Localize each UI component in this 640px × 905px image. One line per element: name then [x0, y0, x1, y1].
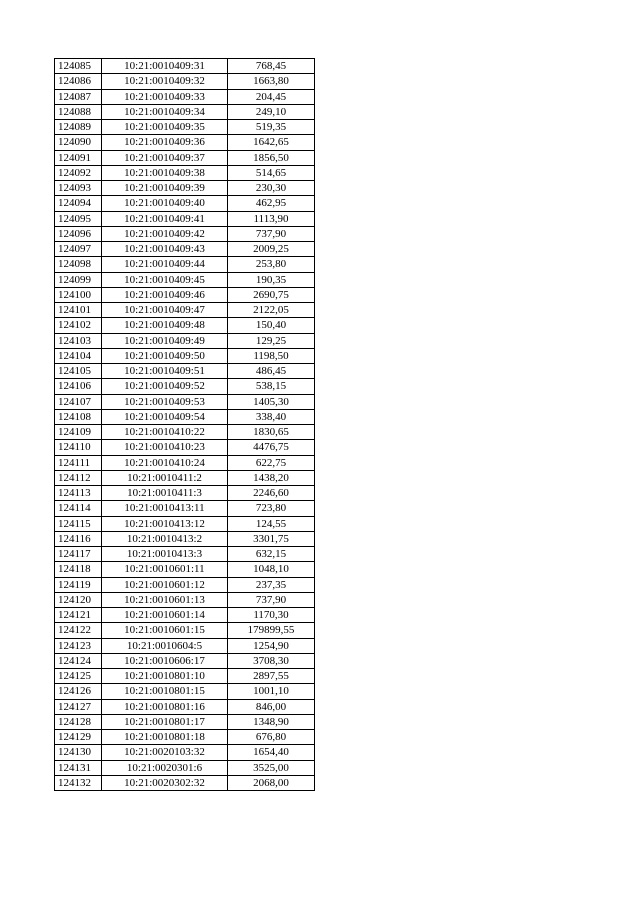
value-cell: 519,35	[228, 120, 315, 135]
value-cell: 179899,55	[228, 623, 315, 638]
cadastral-number-cell: 10:21:0010601:15	[102, 623, 228, 638]
cadastral-number-cell: 10:21:0010409:41	[102, 211, 228, 226]
table-row	[55, 120, 315, 135]
row-number-cell: 124128	[55, 714, 102, 729]
value-cell: 237,35	[228, 577, 315, 592]
value-cell: 737,90	[228, 592, 315, 607]
row-number-cell: 124112	[55, 470, 102, 485]
row-number-cell: 124113	[55, 486, 102, 501]
row-number-cell: 124126	[55, 684, 102, 699]
table-row	[55, 318, 315, 333]
row-number-cell: 124131	[55, 760, 102, 775]
cadastral-number-cell: 10:21:0010411:2	[102, 470, 228, 485]
data-table	[54, 58, 315, 791]
value-cell: 1113,90	[228, 211, 315, 226]
table-row	[55, 272, 315, 287]
row-number-cell: 124115	[55, 516, 102, 531]
table-row	[55, 135, 315, 150]
table-row	[55, 592, 315, 607]
row-number-cell: 124085	[55, 59, 102, 74]
value-cell: 1001,10	[228, 684, 315, 699]
table-row	[55, 577, 315, 592]
table-row	[55, 760, 315, 775]
table-row	[55, 181, 315, 196]
value-cell: 846,00	[228, 699, 315, 714]
cadastral-number-cell: 10:21:0010604:5	[102, 638, 228, 653]
cadastral-number-cell: 10:21:0010411:3	[102, 486, 228, 501]
table-row	[55, 486, 315, 501]
cadastral-number-cell: 10:21:0010409:37	[102, 150, 228, 165]
row-number-cell: 124091	[55, 150, 102, 165]
table-row	[55, 623, 315, 638]
table-row	[55, 74, 315, 89]
value-cell: 1438,20	[228, 470, 315, 485]
table-row	[55, 638, 315, 653]
row-number-cell: 124086	[55, 74, 102, 89]
table-row	[55, 714, 315, 729]
row-number-cell: 124092	[55, 165, 102, 180]
table-row	[55, 425, 315, 440]
row-number-cell: 124108	[55, 409, 102, 424]
value-cell: 622,75	[228, 455, 315, 470]
value-cell: 1654,40	[228, 745, 315, 760]
row-number-cell: 124100	[55, 287, 102, 302]
row-number-cell: 124090	[55, 135, 102, 150]
cadastral-number-cell: 10:21:0010409:52	[102, 379, 228, 394]
value-cell: 124,55	[228, 516, 315, 531]
cadastral-number-cell: 10:21:0010409:36	[102, 135, 228, 150]
row-number-cell: 124098	[55, 257, 102, 272]
row-number-cell: 124097	[55, 242, 102, 257]
table-row	[55, 409, 315, 424]
row-number-cell: 124114	[55, 501, 102, 516]
cadastral-number-cell: 10:21:0020103:32	[102, 745, 228, 760]
cadastral-number-cell: 10:21:0010409:51	[102, 364, 228, 379]
table-row	[55, 516, 315, 531]
value-cell: 768,45	[228, 59, 315, 74]
table-row	[55, 531, 315, 546]
row-number-cell: 124096	[55, 226, 102, 241]
row-number-cell: 124104	[55, 348, 102, 363]
cadastral-number-cell: 10:21:0010409:31	[102, 59, 228, 74]
cadastral-number-cell: 10:21:0010413:11	[102, 501, 228, 516]
row-number-cell: 124099	[55, 272, 102, 287]
cadastral-number-cell: 10:21:0010409:46	[102, 287, 228, 302]
table-row	[55, 440, 315, 455]
cadastral-number-cell: 10:21:0010409:45	[102, 272, 228, 287]
table-row	[55, 501, 315, 516]
table-row	[55, 745, 315, 760]
value-cell: 1642,65	[228, 135, 315, 150]
cadastral-number-cell: 10:21:0010801:18	[102, 730, 228, 745]
cadastral-number-cell: 10:21:0010409:49	[102, 333, 228, 348]
value-cell: 3525,00	[228, 760, 315, 775]
cadastral-number-cell: 10:21:0010601:11	[102, 562, 228, 577]
value-cell: 1663,80	[228, 74, 315, 89]
cadastral-number-cell: 10:21:0010409:44	[102, 257, 228, 272]
row-number-cell: 124109	[55, 425, 102, 440]
cadastral-number-cell: 10:21:0010409:42	[102, 226, 228, 241]
cadastral-number-cell: 10:21:0010409:39	[102, 181, 228, 196]
value-cell: 486,45	[228, 364, 315, 379]
cadastral-number-cell: 10:21:0010409:54	[102, 409, 228, 424]
table-row	[55, 455, 315, 470]
row-number-cell: 124122	[55, 623, 102, 638]
table-row	[55, 653, 315, 668]
cadastral-number-cell: 10:21:0010409:33	[102, 89, 228, 104]
row-number-cell: 124119	[55, 577, 102, 592]
table-row	[55, 547, 315, 562]
cadastral-number-cell: 10:21:0010601:13	[102, 592, 228, 607]
table-row	[55, 287, 315, 302]
table-row	[55, 89, 315, 104]
table-row	[55, 303, 315, 318]
row-number-cell: 124094	[55, 196, 102, 211]
value-cell: 2897,55	[228, 669, 315, 684]
table-row	[55, 211, 315, 226]
value-cell: 3301,75	[228, 531, 315, 546]
table-body	[55, 59, 315, 791]
row-number-cell: 124087	[55, 89, 102, 104]
value-cell: 2009,25	[228, 242, 315, 257]
value-cell: 2690,75	[228, 287, 315, 302]
row-number-cell: 124088	[55, 104, 102, 119]
value-cell: 514,65	[228, 165, 315, 180]
table-row	[55, 562, 315, 577]
table-row	[55, 699, 315, 714]
value-cell: 2122,05	[228, 303, 315, 318]
cadastral-number-cell: 10:21:0010409:38	[102, 165, 228, 180]
table-row	[55, 348, 315, 363]
row-number-cell: 124107	[55, 394, 102, 409]
table-row	[55, 226, 315, 241]
table-row	[55, 775, 315, 790]
row-number-cell: 124101	[55, 303, 102, 318]
table-row	[55, 684, 315, 699]
value-cell: 230,30	[228, 181, 315, 196]
table-row	[55, 104, 315, 119]
cadastral-number-cell: 10:21:0010409:40	[102, 196, 228, 211]
cadastral-number-cell: 10:21:0010409:50	[102, 348, 228, 363]
cadastral-number-cell: 10:21:0010409:47	[102, 303, 228, 318]
value-cell: 150,40	[228, 318, 315, 333]
table-row	[55, 669, 315, 684]
value-cell: 1048,10	[228, 562, 315, 577]
cadastral-number-cell: 10:21:0020301:6	[102, 760, 228, 775]
value-cell: 1405,30	[228, 394, 315, 409]
cadastral-number-cell: 10:21:0010801:16	[102, 699, 228, 714]
row-number-cell: 124095	[55, 211, 102, 226]
table-row	[55, 379, 315, 394]
cadastral-number-cell: 10:21:0010409:43	[102, 242, 228, 257]
cadastral-number-cell: 10:21:0010409:35	[102, 120, 228, 135]
cadastral-number-cell: 10:21:0010410:24	[102, 455, 228, 470]
table-row	[55, 730, 315, 745]
value-cell: 253,80	[228, 257, 315, 272]
value-cell: 1348,90	[228, 714, 315, 729]
row-number-cell: 124118	[55, 562, 102, 577]
value-cell: 723,80	[228, 501, 315, 516]
cadastral-number-cell: 10:21:0020302:32	[102, 775, 228, 790]
value-cell: 1830,65	[228, 425, 315, 440]
cadastral-number-cell: 10:21:0010410:23	[102, 440, 228, 455]
row-number-cell: 124125	[55, 669, 102, 684]
row-number-cell: 124102	[55, 318, 102, 333]
value-cell: 1170,30	[228, 608, 315, 623]
row-number-cell: 124106	[55, 379, 102, 394]
table-row	[55, 196, 315, 211]
table-row	[55, 242, 315, 257]
cadastral-number-cell: 10:21:0010409:34	[102, 104, 228, 119]
row-number-cell: 124116	[55, 531, 102, 546]
table-row	[55, 150, 315, 165]
value-cell: 1254,90	[228, 638, 315, 653]
row-number-cell: 124127	[55, 699, 102, 714]
cadastral-number-cell: 10:21:0010413:3	[102, 547, 228, 562]
table-row	[55, 470, 315, 485]
row-number-cell: 124093	[55, 181, 102, 196]
value-cell: 3708,30	[228, 653, 315, 668]
table-row	[55, 165, 315, 180]
value-cell: 2068,00	[228, 775, 315, 790]
value-cell: 338,40	[228, 409, 315, 424]
row-number-cell: 124111	[55, 455, 102, 470]
cadastral-number-cell: 10:21:0010601:12	[102, 577, 228, 592]
cadastral-number-cell: 10:21:0010413:12	[102, 516, 228, 531]
table-row	[55, 257, 315, 272]
value-cell: 204,45	[228, 89, 315, 104]
value-cell: 1198,50	[228, 348, 315, 363]
row-number-cell: 124089	[55, 120, 102, 135]
table-row	[55, 333, 315, 348]
value-cell: 4476,75	[228, 440, 315, 455]
table-row	[55, 59, 315, 74]
value-cell: 249,10	[228, 104, 315, 119]
row-number-cell: 124110	[55, 440, 102, 455]
row-number-cell: 124103	[55, 333, 102, 348]
row-number-cell: 124117	[55, 547, 102, 562]
row-number-cell: 124132	[55, 775, 102, 790]
value-cell: 462,95	[228, 196, 315, 211]
value-cell: 538,15	[228, 379, 315, 394]
cadastral-number-cell: 10:21:0010606:17	[102, 653, 228, 668]
table-row	[55, 608, 315, 623]
cadastral-number-cell: 10:21:0010409:48	[102, 318, 228, 333]
cadastral-number-cell: 10:21:0010409:53	[102, 394, 228, 409]
cadastral-number-cell: 10:21:0010413:2	[102, 531, 228, 546]
table-row	[55, 364, 315, 379]
row-number-cell: 124121	[55, 608, 102, 623]
cadastral-number-cell: 10:21:0010801:17	[102, 714, 228, 729]
row-number-cell: 124123	[55, 638, 102, 653]
row-number-cell: 124105	[55, 364, 102, 379]
cadastral-number-cell: 10:21:0010601:14	[102, 608, 228, 623]
value-cell: 737,90	[228, 226, 315, 241]
value-cell: 676,80	[228, 730, 315, 745]
row-number-cell: 124129	[55, 730, 102, 745]
value-cell: 2246,60	[228, 486, 315, 501]
value-cell: 190,35	[228, 272, 315, 287]
value-cell: 1856,50	[228, 150, 315, 165]
cadastral-number-cell: 10:21:0010801:15	[102, 684, 228, 699]
row-number-cell: 124120	[55, 592, 102, 607]
value-cell: 129,25	[228, 333, 315, 348]
table-row	[55, 394, 315, 409]
cadastral-number-cell: 10:21:0010410:22	[102, 425, 228, 440]
row-number-cell: 124130	[55, 745, 102, 760]
row-number-cell: 124124	[55, 653, 102, 668]
cadastral-number-cell: 10:21:0010801:10	[102, 669, 228, 684]
value-cell: 632,15	[228, 547, 315, 562]
cadastral-number-cell: 10:21:0010409:32	[102, 74, 228, 89]
